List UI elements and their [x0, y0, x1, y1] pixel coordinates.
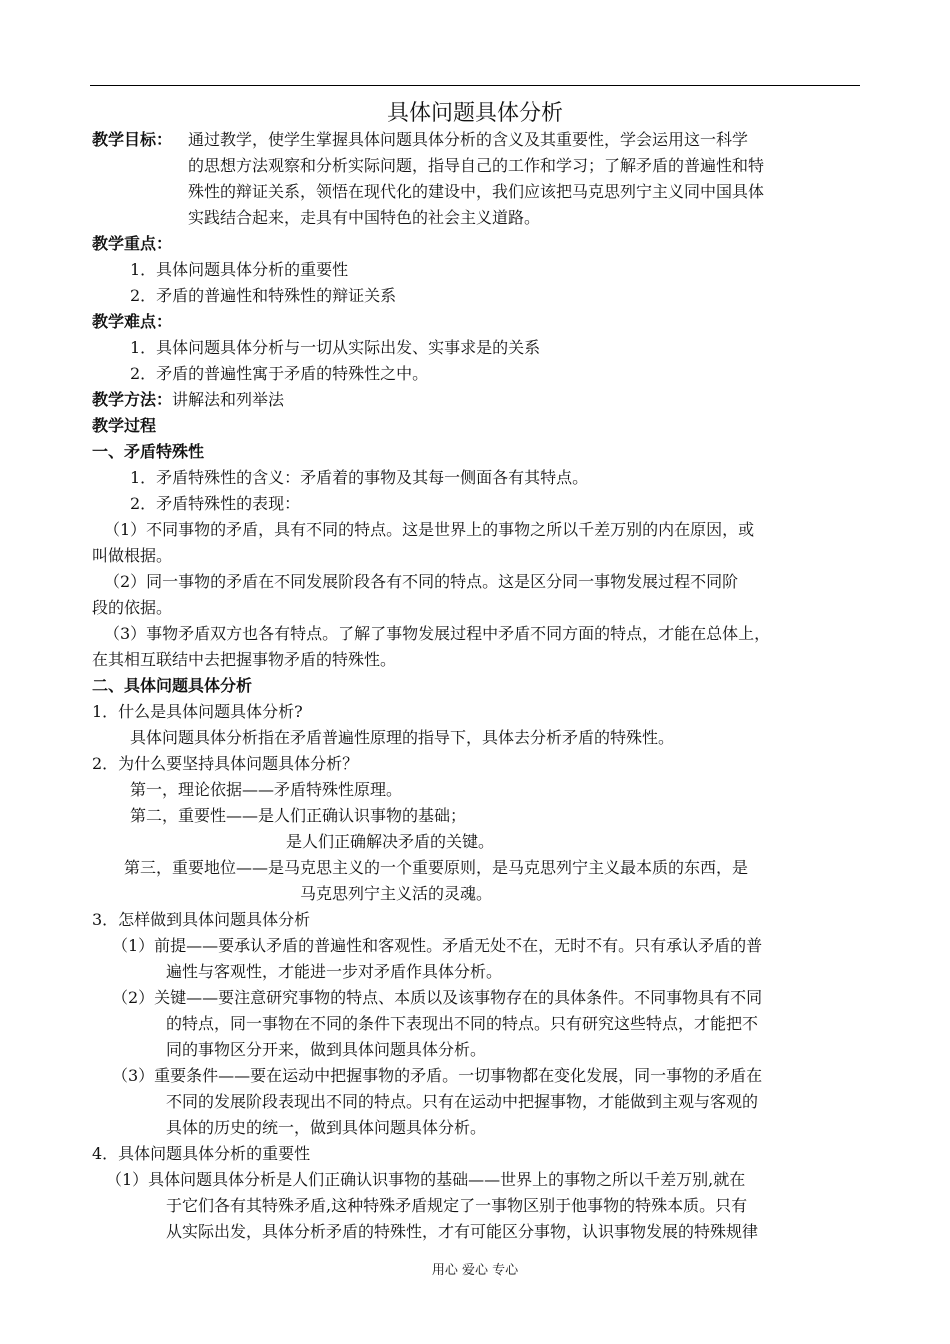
key-point-item: 1．具体问题具体分析的重要性: [130, 260, 349, 279]
question-3-paragraph: 不同的发展阶段表现出不同的特点。只有在运动中把握事物，才能做到主观与客观的: [166, 1092, 759, 1111]
section-1-paragraph: 在其相互联结中去把握事物矛盾的特殊性。: [92, 650, 397, 669]
goal-line: 通过教学，使学生掌握具体问题具体分析的含义及其重要性，学会运用这一科学: [188, 130, 749, 149]
question-4: 4．具体问题具体分析的重要性: [92, 1144, 311, 1163]
section-1-heading: 一、矛盾特殊性: [92, 442, 205, 461]
question-3-paragraph: 的特点，同一事物在不同的条件下表现出不同的特点。只有研究这些特点，才能把不: [166, 1014, 759, 1033]
difficulty-item: 1．具体问题具体分析与一切从实际出发、实事求是的关系: [130, 338, 541, 357]
question-3-paragraph: （2）关键——要注意研究事物的特点、本质以及该事物存在的具体条件。不同事物具有不同: [112, 988, 763, 1007]
section-2-heading: 二、具体问题具体分析: [92, 676, 253, 695]
question-2-first: 第一，理论依据——矛盾特殊性原理。: [130, 780, 403, 799]
section-1-paragraph: 段的依据。: [92, 598, 173, 617]
goal-line: 实践结合起来，走具有中国特色的社会主义道路。: [188, 208, 541, 227]
header-rule: [90, 85, 860, 86]
method-label: 教学方法：: [92, 390, 173, 409]
method-text: 讲解法和列举法: [172, 390, 285, 409]
goal-label: 教学目标：: [92, 130, 173, 149]
question-3: 3．怎样做到具体问题具体分析: [92, 910, 311, 929]
question-2-second: 第二，重要性——是人们正确认识事物的基础；: [130, 806, 467, 825]
question-4-paragraph: 从实际出发，具体分析矛盾的特殊性，才有可能区分事物，认识事物发展的特殊规律: [166, 1222, 759, 1241]
question-1: 1．什么是具体问题具体分析?: [92, 702, 303, 721]
page-footer: 用心 爱心 专心: [431, 1263, 519, 1278]
difficulty-item: 2．矛盾的普遍性寓于矛盾的特殊性之中。: [130, 364, 429, 383]
goal-line: 殊性的辩证关系，领悟在现代化的建设中，我们应该把马克思列宁主义同中国具体: [188, 182, 765, 201]
section-1-paragraph: 叫做根据。: [92, 546, 173, 565]
question-3-paragraph: 遍性与客观性，才能进一步对矛盾作具体分析。: [166, 962, 503, 981]
question-2-second-cont: 是人们正确解决矛盾的关键。: [286, 832, 495, 851]
question-3-paragraph: 具体的历史的统一，做到具体问题具体分析。: [166, 1118, 487, 1137]
section-1-item: 1．矛盾特殊性的含义：矛盾着的事物及其每一侧面各有其特点。: [130, 468, 589, 487]
key-points-label: 教学重点：: [92, 234, 173, 253]
key-point-item: 2．矛盾的普遍性和特殊性的辩证关系: [130, 286, 397, 305]
question-2: 2．为什么要坚持具体问题具体分析？: [92, 754, 359, 773]
document-title: 具体问题具体分析: [386, 101, 563, 126]
question-1-answer: 具体问题具体分析指在矛盾普遍性原理的指导下，具体去分析矛盾的特殊性。: [130, 728, 675, 747]
method-line: [92, 388, 284, 412]
question-2-third: 第三，重要地位——是马克思主义的一个重要原则，是马克思列宁主义最本质的东西，是: [124, 858, 749, 877]
question-2-third-cont: 马克思列宁主义活的灵魂。: [300, 884, 493, 903]
question-4-paragraph: 于它们各有其特殊矛盾,这种特殊矛盾规定了一事物区别于他事物的特殊本质。只有: [166, 1196, 748, 1215]
question-3-paragraph: （3）重要条件——要在运动中把握事物的矛盾。一切事物都在变化发展，同一事物的矛盾在: [112, 1066, 763, 1085]
question-4-paragraph: （1）具体问题具体分析是人们正确认识事物的基础——世界上的事物之所以千差万别,就在: [106, 1170, 746, 1189]
section-1-paragraph: （1）不同事物的矛盾，具有不同的特点。这是世界上的事物之所以千差万别的内在原因，或: [104, 520, 755, 539]
section-1-paragraph: （2）同一事物的矛盾在不同发展阶段各有不同的特点。这是区分同一事物发展过程不同阶: [104, 572, 739, 591]
process-label: 教学过程: [92, 416, 157, 435]
question-3-paragraph: 同的事物区分开来，做到具体问题具体分析。: [166, 1040, 487, 1059]
section-1-paragraph: （3）事物矛盾双方也各有特点。了解了事物发展过程中矛盾不同方面的特点，才能在总体上，: [104, 624, 771, 643]
question-3-paragraph: （1）前提——要承认矛盾的普遍性和客观性。矛盾无处不在，无时不有。只有承认矛盾的普: [112, 936, 763, 955]
goal-line: 的思想方法观察和分析实际问题，指导自己的工作和学习；了解矛盾的普遍性和特: [188, 156, 765, 175]
difficulties-label: 教学难点：: [92, 312, 173, 331]
section-1-item: 2．矛盾特殊性的表现：: [130, 494, 301, 513]
